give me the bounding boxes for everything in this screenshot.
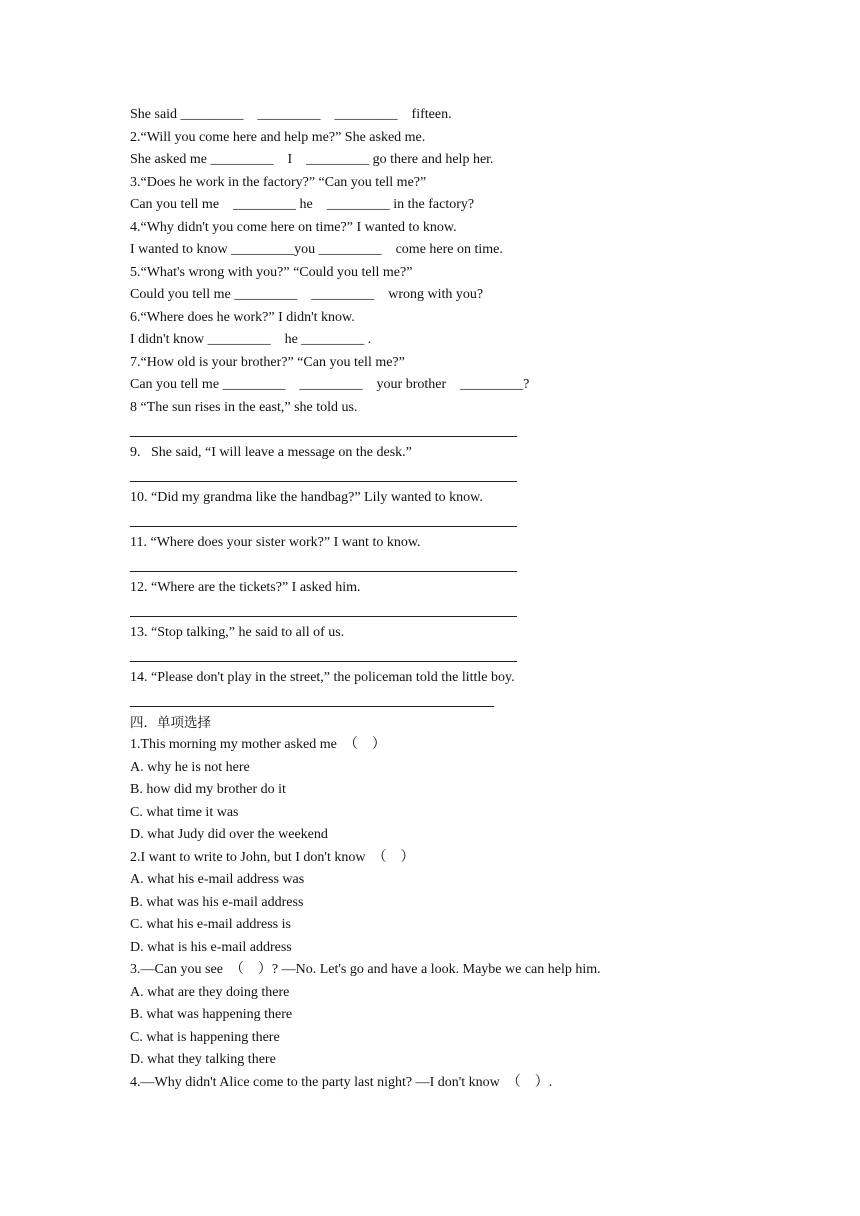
question-line: 3.“Does he work in the factory?” “Can you tell me?”: [130, 174, 427, 190]
question-line: Can you tell me _________ _________ your brother _________?: [130, 377, 530, 392]
question-line: 10. “Did my grandma like the handbag?” Lily wanted to know.: [130, 489, 483, 505]
question-line: 6.“Where does he work?” I didn't know.: [130, 309, 355, 325]
question-line: D. what they talking there: [130, 1052, 276, 1067]
question-line: C. what is happening there: [130, 1029, 280, 1045]
question-line: A. why he is not here: [130, 759, 250, 775]
question-line: I didn't know _________ he _________ .: [130, 332, 372, 347]
question-line: 2.I want to write to John, but I don't know （ ）: [130, 849, 415, 865]
answer-blank-line: [130, 419, 750, 442]
answer-blank-line: [130, 554, 750, 577]
question-line: 12. “Where are the tickets?” I asked him.: [130, 579, 361, 595]
question-line: A. what his e-mail address was: [130, 872, 305, 887]
question-line: 14. “Please don't play in the street,” the policeman told the little boy.: [130, 669, 515, 685]
question-line: 3.—Can you see （ ）? —No. Let's go and have a look. Maybe we can help him.: [130, 962, 601, 977]
question-line: B. how did my brother do it: [130, 782, 286, 797]
answer-blank-line: [130, 509, 750, 532]
question-line: D. what is his e-mail address: [130, 939, 292, 955]
question-line: 13. “Stop talking,” he said to all of us.: [130, 624, 345, 640]
question-line: 7.“How old is your brother?” “Can you tell me?”: [130, 354, 405, 370]
answer-blank-line: [130, 464, 750, 487]
question-line: She asked me _________ I _________ go there and help her.: [130, 152, 494, 167]
question-line: Can you tell me _________ he _________ in the factory?: [130, 197, 475, 212]
question-line: A. what are they doing there: [130, 984, 290, 1000]
question-line: 5.“What's wrong with you?” “Could you tell me?”: [130, 264, 413, 280]
answer-blank-line: [130, 599, 750, 622]
question-line: She said _________ _________ _________ fifteen.: [130, 107, 452, 122]
section-heading: 四．单项选择: [130, 714, 211, 731]
worksheet-page: [130, 104, 750, 1094]
question-line: 11. “Where does your sister work?” I want to know.: [130, 534, 421, 550]
question-line: 1.This morning my mother asked me （ ）: [130, 737, 386, 752]
answer-blank-line: [130, 644, 750, 667]
question-line: I wanted to know _________you _________ come here on time.: [130, 242, 503, 257]
question-line: C. what time it was: [130, 804, 239, 820]
question-line: D. what Judy did over the weekend: [130, 827, 328, 842]
question-line: B. what was his e-mail address: [130, 894, 304, 910]
question-line: C. what his e-mail address is: [130, 917, 291, 932]
question-line: 2.“Will you come here and help me?” She asked me.: [130, 129, 426, 145]
question-line: 4.“Why didn't you come here on time?” I wanted to know.: [130, 219, 457, 235]
question-line: 4.—Why didn't Alice come to the party last night? —I don't know （ ）.: [130, 1074, 553, 1090]
question-line: 9. She said, “I will leave a message on the desk.”: [130, 444, 412, 460]
answer-blank-line: [130, 689, 750, 712]
question-line: 8 “The sun rises in the east,” she told us.: [130, 399, 358, 415]
question-line: B. what was happening there: [130, 1007, 293, 1022]
question-line: Could you tell me _________ _________ wrong with you?: [130, 287, 484, 302]
